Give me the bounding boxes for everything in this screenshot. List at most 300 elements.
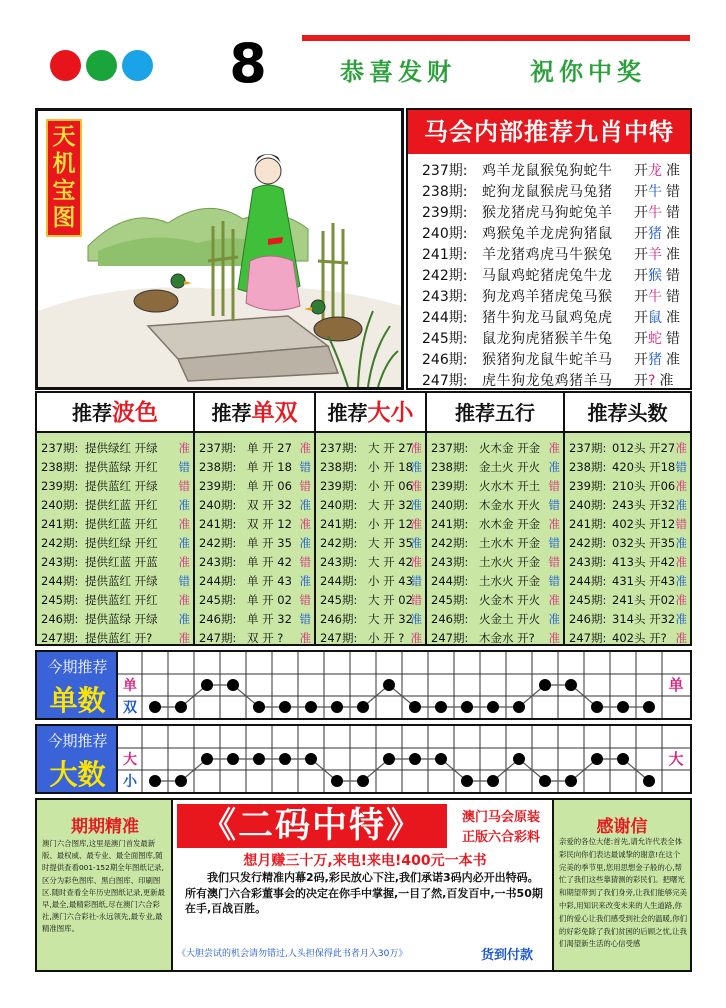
table-verdict: 错 — [548, 536, 560, 550]
center-ad-box — [173, 800, 554, 970]
table-verdict: 错 — [178, 479, 190, 493]
zodiac-row — [408, 179, 690, 200]
table-row — [316, 532, 425, 551]
zodiac-period: 240期: — [422, 226, 468, 242]
zodiac-period: 242期: — [422, 268, 468, 284]
prediction-table-5 — [565, 393, 690, 644]
table-row — [565, 627, 690, 646]
trend-dot — [383, 679, 395, 691]
trend-dot — [539, 679, 551, 691]
ad-banner: 《二码中特》 — [177, 804, 447, 848]
table-verdict: 错 — [299, 593, 311, 607]
trend-dot — [149, 701, 161, 713]
left-box-text: 澳门六合图库,这里是澳门首发最新版、最权威、最专业、最全面图库,随时提供查看001-152期全年图纸记录,区分为彩色图库、黑白图库、印刷图区.随时查看全年历史图纸记录,更新最早,最全,最精彩图纸,尽在澳门六合彩社,澳门六合彩社-永远领先,最专业,最精准图库。 — [42, 839, 165, 934]
zodiac-hit: 猴 — [648, 268, 662, 284]
trend-dot — [513, 701, 525, 713]
zodiac-row — [408, 284, 690, 305]
zodiac-verdict: 准 — [666, 247, 680, 263]
table-row — [37, 532, 193, 551]
trend-dot — [409, 701, 421, 713]
table-value: 提供红蓝 开红 — [85, 517, 158, 531]
table-period: 239期: — [41, 479, 79, 493]
zodiac-hit: 蛇 — [648, 331, 662, 347]
table-period: 240期: — [569, 498, 607, 512]
zodiac-period: 243期: — [422, 289, 468, 305]
table-period: 242期: — [320, 536, 358, 550]
table-value: 土水火 开金 — [479, 574, 541, 588]
trend-dot — [461, 775, 473, 787]
table-row — [427, 475, 563, 494]
table-header-prefix: 推荐 — [327, 401, 368, 425]
trend-dot — [175, 775, 187, 787]
prediction-table-4 — [427, 393, 565, 644]
big-small-trend-chart — [118, 726, 690, 792]
table-row — [565, 456, 690, 475]
table-row — [195, 513, 314, 532]
table-row — [427, 627, 563, 646]
slogan-right: 祝你中奖 — [530, 57, 646, 86]
prediction-table-1 — [37, 393, 195, 644]
table-value: 火水木 开土 — [479, 479, 541, 493]
table-period: 238期: — [569, 460, 607, 474]
zodiac-period: 247期: — [422, 373, 468, 389]
table-header-prefix: 推荐 — [72, 401, 112, 425]
prediction-table-3 — [316, 393, 427, 644]
zodiac-row — [408, 326, 690, 347]
slogan-left: 恭喜发财 — [340, 57, 456, 86]
table-value: 提供红蓝 开蓝 — [85, 555, 158, 569]
table-period: 247期: — [320, 631, 358, 645]
table-value: 大 开 42 — [368, 555, 413, 569]
table-verdict: 准 — [548, 441, 560, 455]
table-value: 单 开 35 — [247, 536, 292, 550]
trend-dot — [617, 753, 629, 765]
table-value: 提供蓝红 开绿 — [85, 479, 158, 493]
table-period: 237期: — [41, 441, 79, 455]
table-verdict: 错 — [675, 460, 687, 474]
table-value: 402头 开? — [612, 631, 667, 645]
table-row — [427, 494, 563, 513]
table-row — [316, 627, 425, 646]
table-value: 210头 开06 — [612, 479, 676, 493]
zodiac-period: 237期: — [422, 163, 468, 179]
zodiac-row — [408, 347, 690, 368]
table-period: 238期: — [320, 460, 358, 474]
table-verdict: 准 — [410, 612, 422, 626]
table-value: 提供蓝绿 开红 — [85, 460, 158, 474]
zodiac-verdict: 错 — [666, 331, 680, 347]
zodiac-period: 241期: — [422, 247, 468, 263]
zodiac-signs: 虎牛狗龙兔鸡猪羊马 — [482, 373, 613, 389]
table-row — [195, 570, 314, 589]
table-period: 242期: — [41, 536, 79, 550]
trend-dot — [487, 775, 499, 787]
trend-dot — [149, 775, 161, 787]
prediction-table-2 — [195, 393, 316, 644]
table-row — [37, 475, 193, 494]
table-header — [316, 393, 425, 433]
table-period: 239期: — [320, 479, 358, 493]
trend-dot — [253, 753, 265, 765]
table-value: 012头 开27 — [612, 441, 676, 455]
table-period: 245期: — [41, 593, 79, 607]
table-verdict: 准 — [410, 517, 422, 531]
table-period: 243期: — [431, 555, 469, 569]
table-period: 241期: — [199, 517, 237, 531]
trend-dot — [305, 753, 317, 765]
trend-dot — [357, 701, 369, 713]
zodiac-row — [408, 200, 690, 221]
thank-you-letter-text: 亲爱的各位大佬:首先,请允许代表全体彩民向你们表达最诚挚的谢意!在这个完美的季节里,您用思想金子般的心,帮忙了我们这些靠猜测的彩民们。把曙光和期望带到了我们身旁,让我们能够完美中彩,用知识来改变未来的人生道路,你们的爱心让我们感受到社会的温暖,你们的好彩免除了我们贫困的后顾之忧,让我们渴望新生活的心信受感 — [559, 837, 687, 949]
table-value: 提供绿红 开绿 — [85, 441, 158, 455]
table-row — [427, 532, 563, 551]
table-header — [427, 393, 563, 433]
table-row — [195, 608, 314, 627]
table-verdict: 准 — [178, 612, 190, 626]
ad-banner-side-line1: 澳门马会原装 — [461, 810, 540, 825]
table-verdict: 错 — [548, 498, 560, 512]
zodiac-result — [634, 265, 680, 285]
header-divider — [302, 35, 690, 41]
zodiac-hit: 猪 — [648, 226, 662, 242]
table-verdict: 准 — [675, 612, 687, 626]
table-verdict: 准 — [548, 631, 560, 645]
zodiac-result — [634, 244, 680, 264]
ad-promo: 想月赚三十万,来电!来电!400元一本书 — [243, 853, 487, 869]
table-period: 241期: — [569, 517, 607, 531]
table-verdict: 错 — [299, 555, 311, 569]
zodiac-period: 239期: — [422, 205, 468, 221]
table-verdict: 准 — [178, 631, 190, 645]
trend-dot — [643, 775, 655, 787]
odd-even-label-line2: 单数 — [49, 684, 106, 717]
illustration-image — [38, 111, 401, 387]
zodiac-period: 245期: — [422, 331, 468, 347]
table-period: 246期: — [41, 612, 79, 626]
table-verdict: 准 — [548, 612, 560, 626]
trend-dot — [591, 753, 603, 765]
table-header — [195, 393, 314, 433]
table-period: 245期: — [569, 593, 607, 607]
table-value: 单 开 18 — [247, 460, 292, 474]
table-verdict: 准 — [410, 555, 422, 569]
zodiac-result — [634, 307, 680, 327]
zodiac-hit: 鼠 — [648, 310, 662, 326]
table-row — [37, 437, 193, 456]
zodiac-result — [634, 223, 680, 243]
zodiac-open: 开 — [634, 331, 648, 347]
table-verdict: 准 — [675, 574, 687, 588]
zodiac-signs: 鸡猴兔羊龙虎狗猪鼠 — [482, 226, 613, 242]
red-dot-icon — [50, 50, 81, 81]
zodiac-panel-title: 马会内部推荐九肖中特 — [408, 110, 690, 154]
table-value: 小 开 18 — [368, 460, 413, 474]
ad-footer-note: 《大胆尝试的机会请勿错过,人头担保得此书者月入30万》 — [177, 949, 408, 959]
ad-body: 我们只发行精准内幕2码,彩民放心下注,我们承诺3码内必开出特码。所有澳门六合彩董事会的决定在你手中掌握,一目了然,百发百中,一书50期在手,百战百胜。 — [185, 871, 543, 916]
table-row — [316, 570, 425, 589]
trend-dot — [617, 701, 629, 713]
table-value: 单 开 32 — [247, 612, 292, 626]
table-value: 小 开 06 — [368, 479, 413, 493]
table-verdict: 准 — [410, 479, 422, 493]
zodiac-signs: 猴龙猪虎马狗蛇兔羊 — [482, 205, 613, 221]
table-value: 土水木 开金 — [479, 536, 541, 550]
table-value: 413头 开42 — [612, 555, 676, 569]
table-row — [565, 608, 690, 627]
table-row — [37, 589, 193, 608]
odd-even-trend — [35, 650, 692, 720]
odd-even-trend-chart — [118, 652, 690, 718]
table-value: 243头 开32 — [612, 498, 676, 512]
big-small-label — [37, 726, 118, 792]
zodiac-signs: 猪牛狗龙马鼠鸡兔虎 — [482, 310, 613, 326]
table-value: 单 开 06 — [247, 479, 292, 493]
table-row — [316, 608, 425, 627]
table-period: 239期: — [199, 479, 237, 493]
table-value: 大 开 35 — [368, 536, 413, 550]
trend-dot — [253, 701, 265, 713]
table-period: 238期: — [41, 460, 79, 474]
zodiac-period: 246期: — [422, 352, 468, 368]
table-verdict: 错 — [299, 479, 311, 493]
table-value: 木金水 开火 — [479, 498, 541, 512]
table-period: 241期: — [320, 517, 358, 531]
table-header — [565, 393, 690, 433]
table-value: 提供蓝红 开红 — [85, 593, 158, 607]
table-value: 小 开 12 — [368, 517, 413, 531]
table-period: 239期: — [569, 479, 607, 493]
table-value: 提供红蓝 开红 — [85, 498, 158, 512]
table-header-prefix: 推荐 — [211, 401, 252, 425]
zodiac-period: 238期: — [422, 184, 468, 200]
table-period: 239期: — [431, 479, 469, 493]
table-row — [37, 608, 193, 627]
table-value: 032头 开35 — [612, 536, 676, 550]
table-period: 246期: — [199, 612, 237, 626]
table-verdict: 准 — [178, 536, 190, 550]
zodiac-verdict: 错 — [666, 205, 680, 221]
table-row — [37, 627, 193, 646]
big-small-label-line1: 今期推荐 — [47, 732, 108, 750]
zodiac-signs: 马鼠鸡蛇猪虎兔牛龙 — [482, 268, 613, 284]
table-row — [565, 513, 690, 532]
table-header-highlight: 大小 — [367, 400, 414, 426]
thank-you-letter-box — [552, 800, 690, 970]
table-verdict: 准 — [548, 460, 560, 474]
table-value: 420头 开18 — [612, 460, 676, 474]
table-period: 247期: — [199, 631, 237, 645]
zodiac-hit: 牛 — [648, 184, 662, 200]
trend-top-label: 单 — [123, 678, 137, 694]
table-verdict: 准 — [178, 498, 190, 512]
page-header — [0, 0, 726, 105]
trend-dot — [357, 775, 369, 787]
left-box-title: 期期精准 — [71, 817, 139, 837]
table-value: 单 开 42 — [247, 555, 292, 569]
trend-dot — [279, 701, 291, 713]
picture-box — [35, 108, 404, 390]
table-row — [565, 437, 690, 456]
zodiac-open: 开 — [634, 226, 648, 242]
trend-dot — [591, 701, 603, 713]
ad-footer-pay: 货到付款 — [480, 948, 533, 963]
table-row — [316, 494, 425, 513]
table-period: 244期: — [431, 574, 469, 588]
trend-dot — [227, 679, 239, 691]
zodiac-open: 开 — [634, 163, 648, 179]
table-header-highlight: 波色 — [112, 400, 158, 426]
table-row — [565, 551, 690, 570]
trend-bottom-label: 小 — [123, 774, 137, 790]
zodiac-verdict: 准 — [666, 226, 680, 242]
table-period: 237期: — [569, 441, 607, 455]
table-value: 火金木 开火 — [479, 593, 541, 607]
table-row — [195, 627, 314, 646]
table-verdict: 准 — [675, 498, 687, 512]
table-row — [37, 570, 193, 589]
table-verdict: 错 — [410, 593, 422, 607]
table-period: 244期: — [569, 574, 607, 588]
trend-dot — [643, 701, 655, 713]
zodiac-row — [408, 368, 690, 389]
table-header-prefix: 推荐头数 — [587, 401, 668, 425]
zodiac-row — [408, 158, 690, 179]
table-period: 241期: — [41, 517, 79, 531]
trend-dot — [331, 701, 343, 713]
table-period: 247期: — [431, 631, 469, 645]
trend-dot — [201, 679, 213, 691]
zodiac-open: 开 — [634, 373, 648, 389]
table-value: 大 开 32 — [368, 612, 413, 626]
trend-dot — [331, 775, 343, 787]
zodiac-signs: 羊龙猪鸡虎马牛猴兔 — [482, 247, 613, 263]
table-period: 243期: — [569, 555, 607, 569]
table-verdict: 准 — [178, 593, 190, 607]
table-verdict: 准 — [675, 536, 687, 550]
big-small-trend — [35, 724, 692, 794]
table-period: 247期: — [41, 631, 79, 645]
table-value: 土水火 开金 — [479, 555, 541, 569]
table-value: 大 开 32 — [368, 498, 413, 512]
table-period: 247期: — [569, 631, 607, 645]
trend-dot — [227, 753, 239, 765]
zodiac-result — [634, 328, 680, 348]
table-value: 单 开 43 — [247, 574, 292, 588]
table-verdict: 准 — [675, 479, 687, 493]
table-verdict: 准 — [178, 517, 190, 531]
zodiac-open: 开 — [634, 205, 648, 221]
zodiac-hit: ? — [648, 373, 656, 389]
trend-dot — [435, 701, 447, 713]
table-row — [195, 494, 314, 513]
table-period: 242期: — [569, 536, 607, 550]
table-verdict: 错 — [548, 574, 560, 588]
table-row — [427, 608, 563, 627]
table-verdict: 错 — [675, 517, 687, 531]
table-value: 提供蓝绿 开绿 — [85, 612, 158, 626]
table-period: 240期: — [431, 498, 469, 512]
zodiac-signs: 蛇狗龙鼠猴虎马兔猪 — [482, 184, 613, 200]
zodiac-result — [634, 160, 680, 180]
ad-banner-side-line2: 正版六合彩料 — [461, 830, 540, 845]
table-value: 314头 开32 — [612, 612, 676, 626]
table-verdict: 准 — [410, 536, 422, 550]
table-verdict: 准 — [299, 517, 311, 531]
table-verdict: 准 — [675, 593, 687, 607]
table-verdict: 错 — [410, 574, 422, 588]
table-row — [427, 437, 563, 456]
table-period: 245期: — [199, 593, 237, 607]
table-row — [316, 589, 425, 608]
table-period: 242期: — [431, 536, 469, 550]
table-row — [565, 475, 690, 494]
table-row — [427, 570, 563, 589]
table-row — [37, 456, 193, 475]
blue-dot-icon — [122, 50, 153, 81]
table-period: 237期: — [320, 441, 358, 455]
left-info-box — [37, 800, 173, 970]
trend-dot — [513, 753, 525, 765]
table-verdict: 准 — [178, 441, 190, 455]
trend-side-label: 单 — [668, 676, 684, 694]
zodiac-open: 开 — [634, 184, 648, 200]
trend-dot — [435, 753, 447, 765]
table-period: 245期: — [431, 593, 469, 607]
table-period: 246期: — [569, 612, 607, 626]
table-value: 241头 开02 — [612, 593, 676, 607]
zodiac-open: 开 — [634, 268, 648, 284]
table-verdict: 准 — [299, 631, 311, 645]
table-row — [427, 513, 563, 532]
green-dot-icon — [86, 50, 117, 81]
table-period: 246期: — [320, 612, 358, 626]
table-verdict: 准 — [178, 555, 190, 569]
table-period: 238期: — [431, 460, 469, 474]
table-period: 246期: — [431, 612, 469, 626]
picture-label: 天机宝图 — [46, 119, 82, 237]
table-period: 243期: — [199, 555, 237, 569]
table-period: 244期: — [320, 574, 358, 588]
zodiac-result — [634, 370, 673, 390]
table-value: 小 开 43 — [368, 574, 413, 588]
table-period: 240期: — [320, 498, 358, 512]
table-verdict: 错 — [299, 460, 311, 474]
trend-dot — [461, 701, 473, 713]
table-row — [427, 551, 563, 570]
zodiac-result — [634, 286, 680, 306]
zodiac-prediction-panel — [406, 108, 692, 390]
table-row — [427, 589, 563, 608]
table-verdict: 准 — [299, 498, 311, 512]
zodiac-verdict: 准 — [659, 373, 674, 389]
trend-dot — [279, 753, 291, 765]
zodiac-hit: 龙 — [648, 163, 662, 179]
trend-bottom-label: 双 — [123, 700, 137, 716]
table-value: 大 开 27 — [368, 441, 413, 455]
table-value: 木金水 开? — [479, 631, 535, 645]
table-verdict: 准 — [675, 631, 687, 645]
table-value: 双 开 12 — [247, 517, 292, 531]
table-verdict: 错 — [548, 555, 560, 569]
zodiac-result — [634, 202, 680, 222]
zodiac-hit: 牛 — [648, 205, 662, 221]
zodiac-verdict: 准 — [666, 310, 680, 326]
bottom-section — [35, 798, 692, 972]
table-verdict: 准 — [299, 574, 311, 588]
trend-dot — [565, 679, 577, 691]
trend-dot — [539, 775, 551, 787]
table-value: 431头 开43 — [612, 574, 676, 588]
